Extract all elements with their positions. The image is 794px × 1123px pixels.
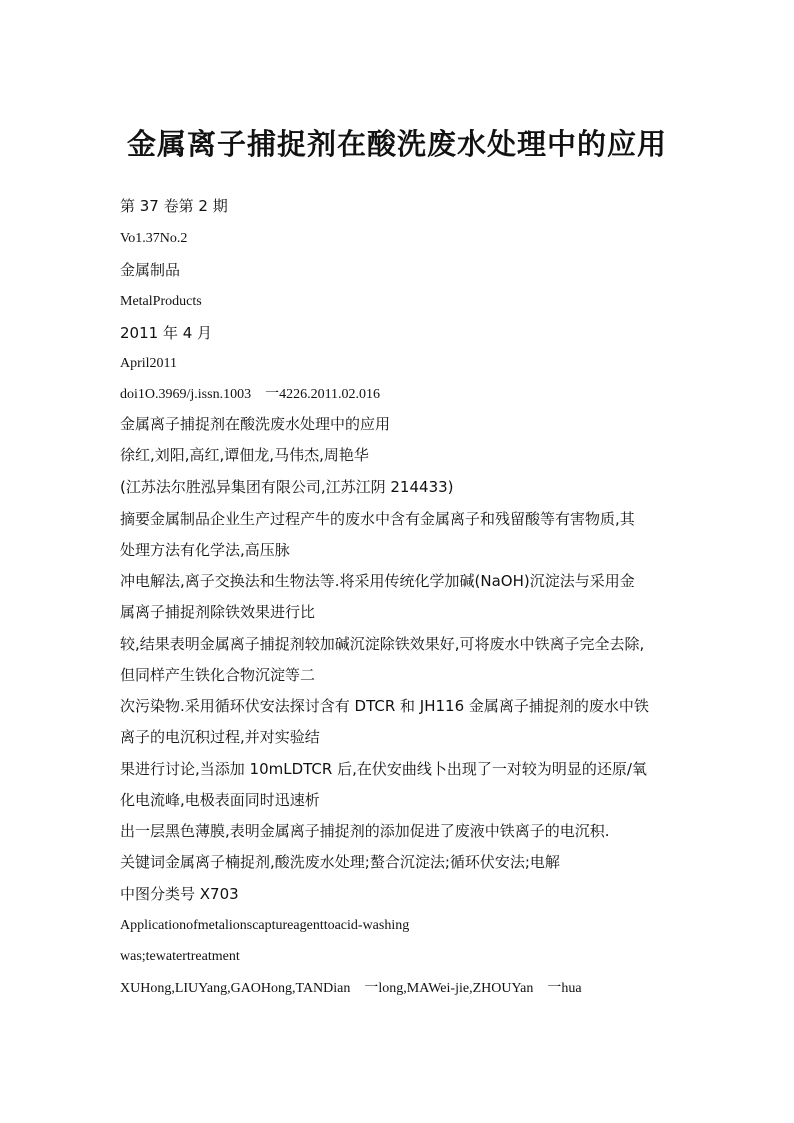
abstract-line: 摘要金属制品企业生产过程产牛的废水中含有金属离子和残留酸等有害物质,其 — [120, 510, 635, 528]
keywords-line: 关键词金属离子楠捉剂,酸洗废水处理;螯合沉淀法;循环伏安法;电解 — [120, 853, 560, 871]
affiliation-line: (江苏法尔胜泓异集团有限公司,江苏江阴 214433) — [120, 478, 454, 496]
article-title-line: 金属离子捕捉剂在酸洗废水处理中的应用 — [120, 415, 391, 433]
abstract-line: 果进行讨论,当添加 10mLDTCR 后,在伏安曲线卜出现了一对较为明显的还原/氧 — [120, 760, 647, 778]
doi-line: doi1O.3969/j.issn.1003 一4226.2011.02.016 — [120, 387, 381, 402]
abstract-line: 出一层黑色薄膜,表明金属离子捕捉剂的添加促进了废液中铁离子的电沉积. — [120, 822, 610, 840]
publication-date-line: 2011 年 4 月 — [120, 324, 213, 342]
abstract-line: 属离子捕捉剂除铁效果进行比 — [120, 603, 316, 621]
abstract-line: 冲电解法,离子交换法和生物法等.将采用传统化学加碱(NaOH)沉淀法与采用金 — [120, 572, 635, 590]
english-title-line: Applicationofmetalionscaptureagenttoacid-washing — [120, 918, 410, 933]
abstract-line: 处理方法有化学法,高压脉 — [120, 541, 290, 559]
abstract-line: 次污染物.采用循环伏安法探讨含有 DTCR 和 JH116 金属离子捕捉剂的废水中铁 — [120, 697, 649, 715]
volume-number-line: Vo1.37No.2 — [120, 231, 188, 246]
abstract-line: 但同样产生铁化合物沉淀等二 — [120, 666, 316, 684]
abstract-line: 离子的电沉积过程,并对实验结 — [120, 728, 320, 746]
abstract-line: 较,结果表明金属离子捕捉剂较加碱沉淀除铁效果好,可将废水中铁离子完全去除, — [120, 635, 645, 653]
journal-name-line: 金属制品 — [120, 261, 181, 279]
abstract-line: 化电流峰,电极表面同时迅速析 — [120, 791, 320, 809]
publication-date-english-line: April2011 — [120, 356, 178, 371]
authors-line: 徐红,刘阳,高红,谭佃龙,马伟杰,周艳华 — [120, 446, 369, 464]
english-title-line: was;tewatertreatment — [120, 949, 240, 964]
english-authors-line: XUHong,LIUYang,GAOHong,TANDian 一long,MAWei-jie,ZHOUYan 一hua — [120, 981, 582, 996]
classification-line: 中图分类号 X703 — [120, 885, 239, 903]
journal-name-english-line: MetalProducts — [120, 294, 202, 309]
volume-issue-line: 第 37 卷第 2 期 — [120, 197, 228, 215]
document-title: 金属离子捕捉剂在酸洗废水处理中的应用 — [126, 127, 667, 161]
